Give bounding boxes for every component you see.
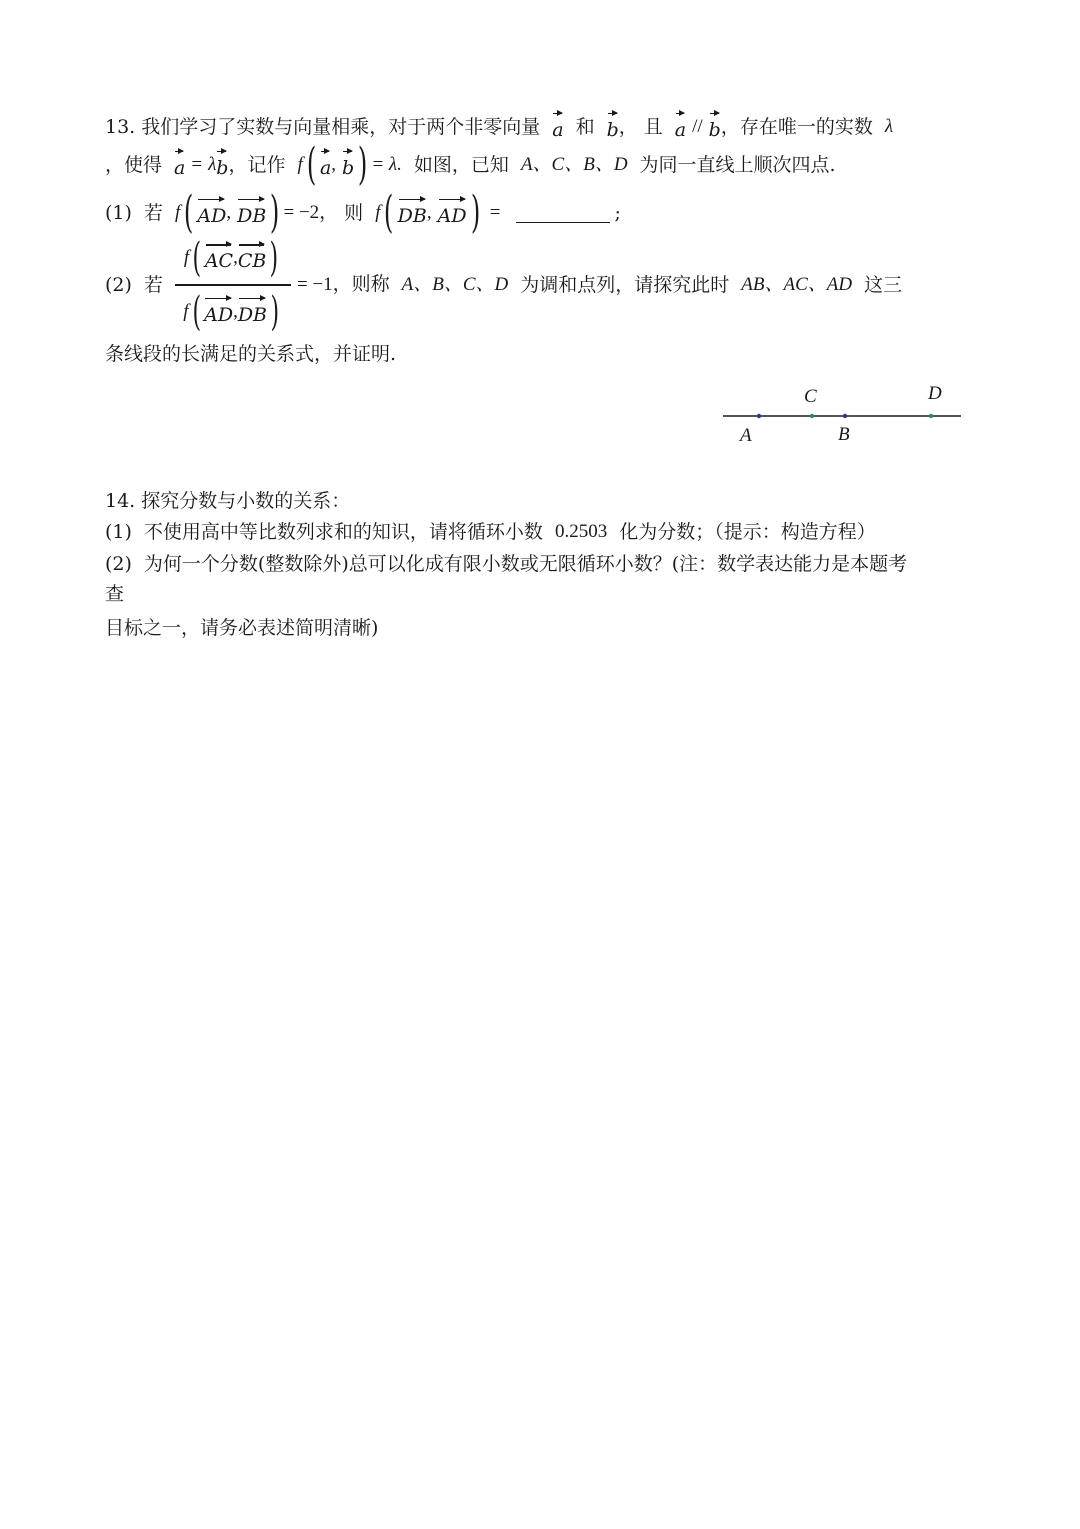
part2-ruo: 若 xyxy=(143,274,163,296)
point-a xyxy=(757,414,761,418)
function-f: f xyxy=(297,154,303,175)
answer-blank xyxy=(516,204,610,223)
arg-comma-p1: , xyxy=(226,202,232,223)
q14-part-2 xyxy=(105,550,980,578)
left-paren-p1b: ( xyxy=(384,187,394,238)
arg-comma-den: , xyxy=(233,300,238,322)
vector-AD-2: AD xyxy=(438,196,467,230)
q14-p2-last: 目标之一，请务必表述简明清晰) xyxy=(105,617,379,639)
part1-value: = −2， xyxy=(283,202,339,223)
q13-part-1 xyxy=(105,187,980,238)
left-paren-num: ( xyxy=(192,235,202,282)
q14-p1-text: 不使用高中等比数列求和的知识，请将循环小数 xyxy=(143,521,543,543)
point-c xyxy=(810,414,814,418)
q14-part-1 xyxy=(105,518,980,546)
q13-rutu: 如图，已知 xyxy=(413,154,509,176)
q14-p2-text: 为何一个分数(整数除外)总可以化成有限小数或无限循环小数？(注：数学表达能力是本题考 xyxy=(143,553,908,575)
vector-b: b xyxy=(607,110,619,144)
vector-a: a xyxy=(552,110,563,144)
harmonic-points: A、B、C、D xyxy=(401,274,509,295)
label-c: C xyxy=(804,386,817,407)
part2-label: (2) xyxy=(105,274,132,296)
point-b xyxy=(843,414,847,418)
vector-a-eq: a xyxy=(174,148,185,182)
function-f-den: f xyxy=(183,300,189,322)
q13-last-text: 条线段的长满足的关系式，并证明. xyxy=(105,343,397,365)
q13-exist-text: ，存在唯一的实数 xyxy=(720,116,873,138)
vector-DB-den: DB xyxy=(238,295,267,329)
function-f-num: f xyxy=(183,247,190,269)
part1-label: (1) xyxy=(105,202,132,224)
part2-tail: 为调和点列，请探究此时 xyxy=(520,274,730,296)
q13-qie: 且 xyxy=(643,116,663,138)
vector-b-eq: b xyxy=(216,148,228,182)
function-f-p1b: f xyxy=(375,202,381,223)
left-paren-p1: ( xyxy=(184,187,194,238)
points-sequence: A、C、B、D xyxy=(520,154,628,175)
part1-semicolon: ; xyxy=(614,202,621,224)
vector-b-arg: b xyxy=(342,148,354,182)
part1-ruo: 若 xyxy=(143,202,163,224)
right-paren-p1b: ) xyxy=(470,187,480,238)
part2-tail2: 这三 xyxy=(864,274,903,296)
vector-AD-den: AD xyxy=(204,295,233,329)
lambda-symbol: λ xyxy=(884,116,894,137)
arg-comma-p1b: , xyxy=(426,202,432,223)
q13-comma: ， xyxy=(618,116,638,138)
arg-comma: , xyxy=(331,154,337,175)
fraction-numerator xyxy=(184,232,282,284)
q14-p1-label: (1) xyxy=(105,521,132,543)
left-paren-den: ( xyxy=(192,288,201,335)
part1-ze: 则 xyxy=(344,202,364,224)
vector-a-arg: a xyxy=(320,148,331,182)
q14-number: 14. xyxy=(105,490,136,512)
parallel-symbol: // xyxy=(692,116,703,137)
vector-a-parallel: a xyxy=(675,110,686,144)
q13-part-2 xyxy=(105,232,980,338)
function-f-p1: f xyxy=(174,202,181,223)
label-d: D xyxy=(928,383,942,404)
q14-p1-tail: 化为分数；（提示：构造方程） xyxy=(619,521,876,543)
right-paren-p1: ) xyxy=(270,187,280,238)
q13-line-last xyxy=(105,340,980,368)
q13-number: 13. xyxy=(105,116,136,138)
q13-line-tail: 为同一直线上顺次四点. xyxy=(639,154,836,176)
part2-value: = −1，则称 xyxy=(296,274,390,295)
point-d xyxy=(929,414,933,418)
vector-DB: DB xyxy=(237,196,266,230)
q13-jizuo: ，记作 xyxy=(228,154,286,176)
ratio-fraction xyxy=(175,232,291,337)
q13-line-2 xyxy=(105,139,980,190)
vector-CB: CB xyxy=(238,241,267,275)
vector-b-parallel: b xyxy=(709,110,721,144)
q14-part-2-cont xyxy=(105,580,980,608)
q14-title-line xyxy=(105,487,980,515)
right-paren: ) xyxy=(358,139,368,190)
segment-list: AB、AC、AD xyxy=(741,274,853,295)
equals-sign-p1: = xyxy=(489,202,501,223)
arg-comma-num: , xyxy=(233,247,238,269)
left-paren: ( xyxy=(306,139,317,190)
q13-line-1 xyxy=(105,110,980,144)
vector-AC: AC xyxy=(205,241,233,275)
label-a: A xyxy=(740,425,752,446)
label-b: B xyxy=(838,424,850,445)
right-paren-den: ) xyxy=(270,288,280,335)
vector-AD: AD xyxy=(197,196,226,230)
vector-DB-2: DB xyxy=(398,196,427,230)
q14-part-2-last xyxy=(105,614,980,642)
lambda-coef: λ xyxy=(208,154,217,175)
equals-sign: = xyxy=(191,154,203,175)
q14-title: 探究分数与小数的关系： xyxy=(141,490,351,512)
repeating-decimal: 0.2503 xyxy=(554,521,608,542)
q13-intro-text: 我们学习了实数与向量相乘，对于两个非零向量 xyxy=(141,116,541,138)
collinear-points-figure xyxy=(715,378,975,450)
q13-shide: ，使得 xyxy=(105,154,163,176)
right-paren-num: ) xyxy=(269,235,279,282)
fraction-denominator xyxy=(183,286,282,338)
q14-p2-cont: 查 xyxy=(105,583,125,605)
q14-p2-label: (2) xyxy=(105,553,132,575)
q13-and: 和 xyxy=(575,116,595,138)
eq-lambda: = λ. xyxy=(371,154,402,175)
